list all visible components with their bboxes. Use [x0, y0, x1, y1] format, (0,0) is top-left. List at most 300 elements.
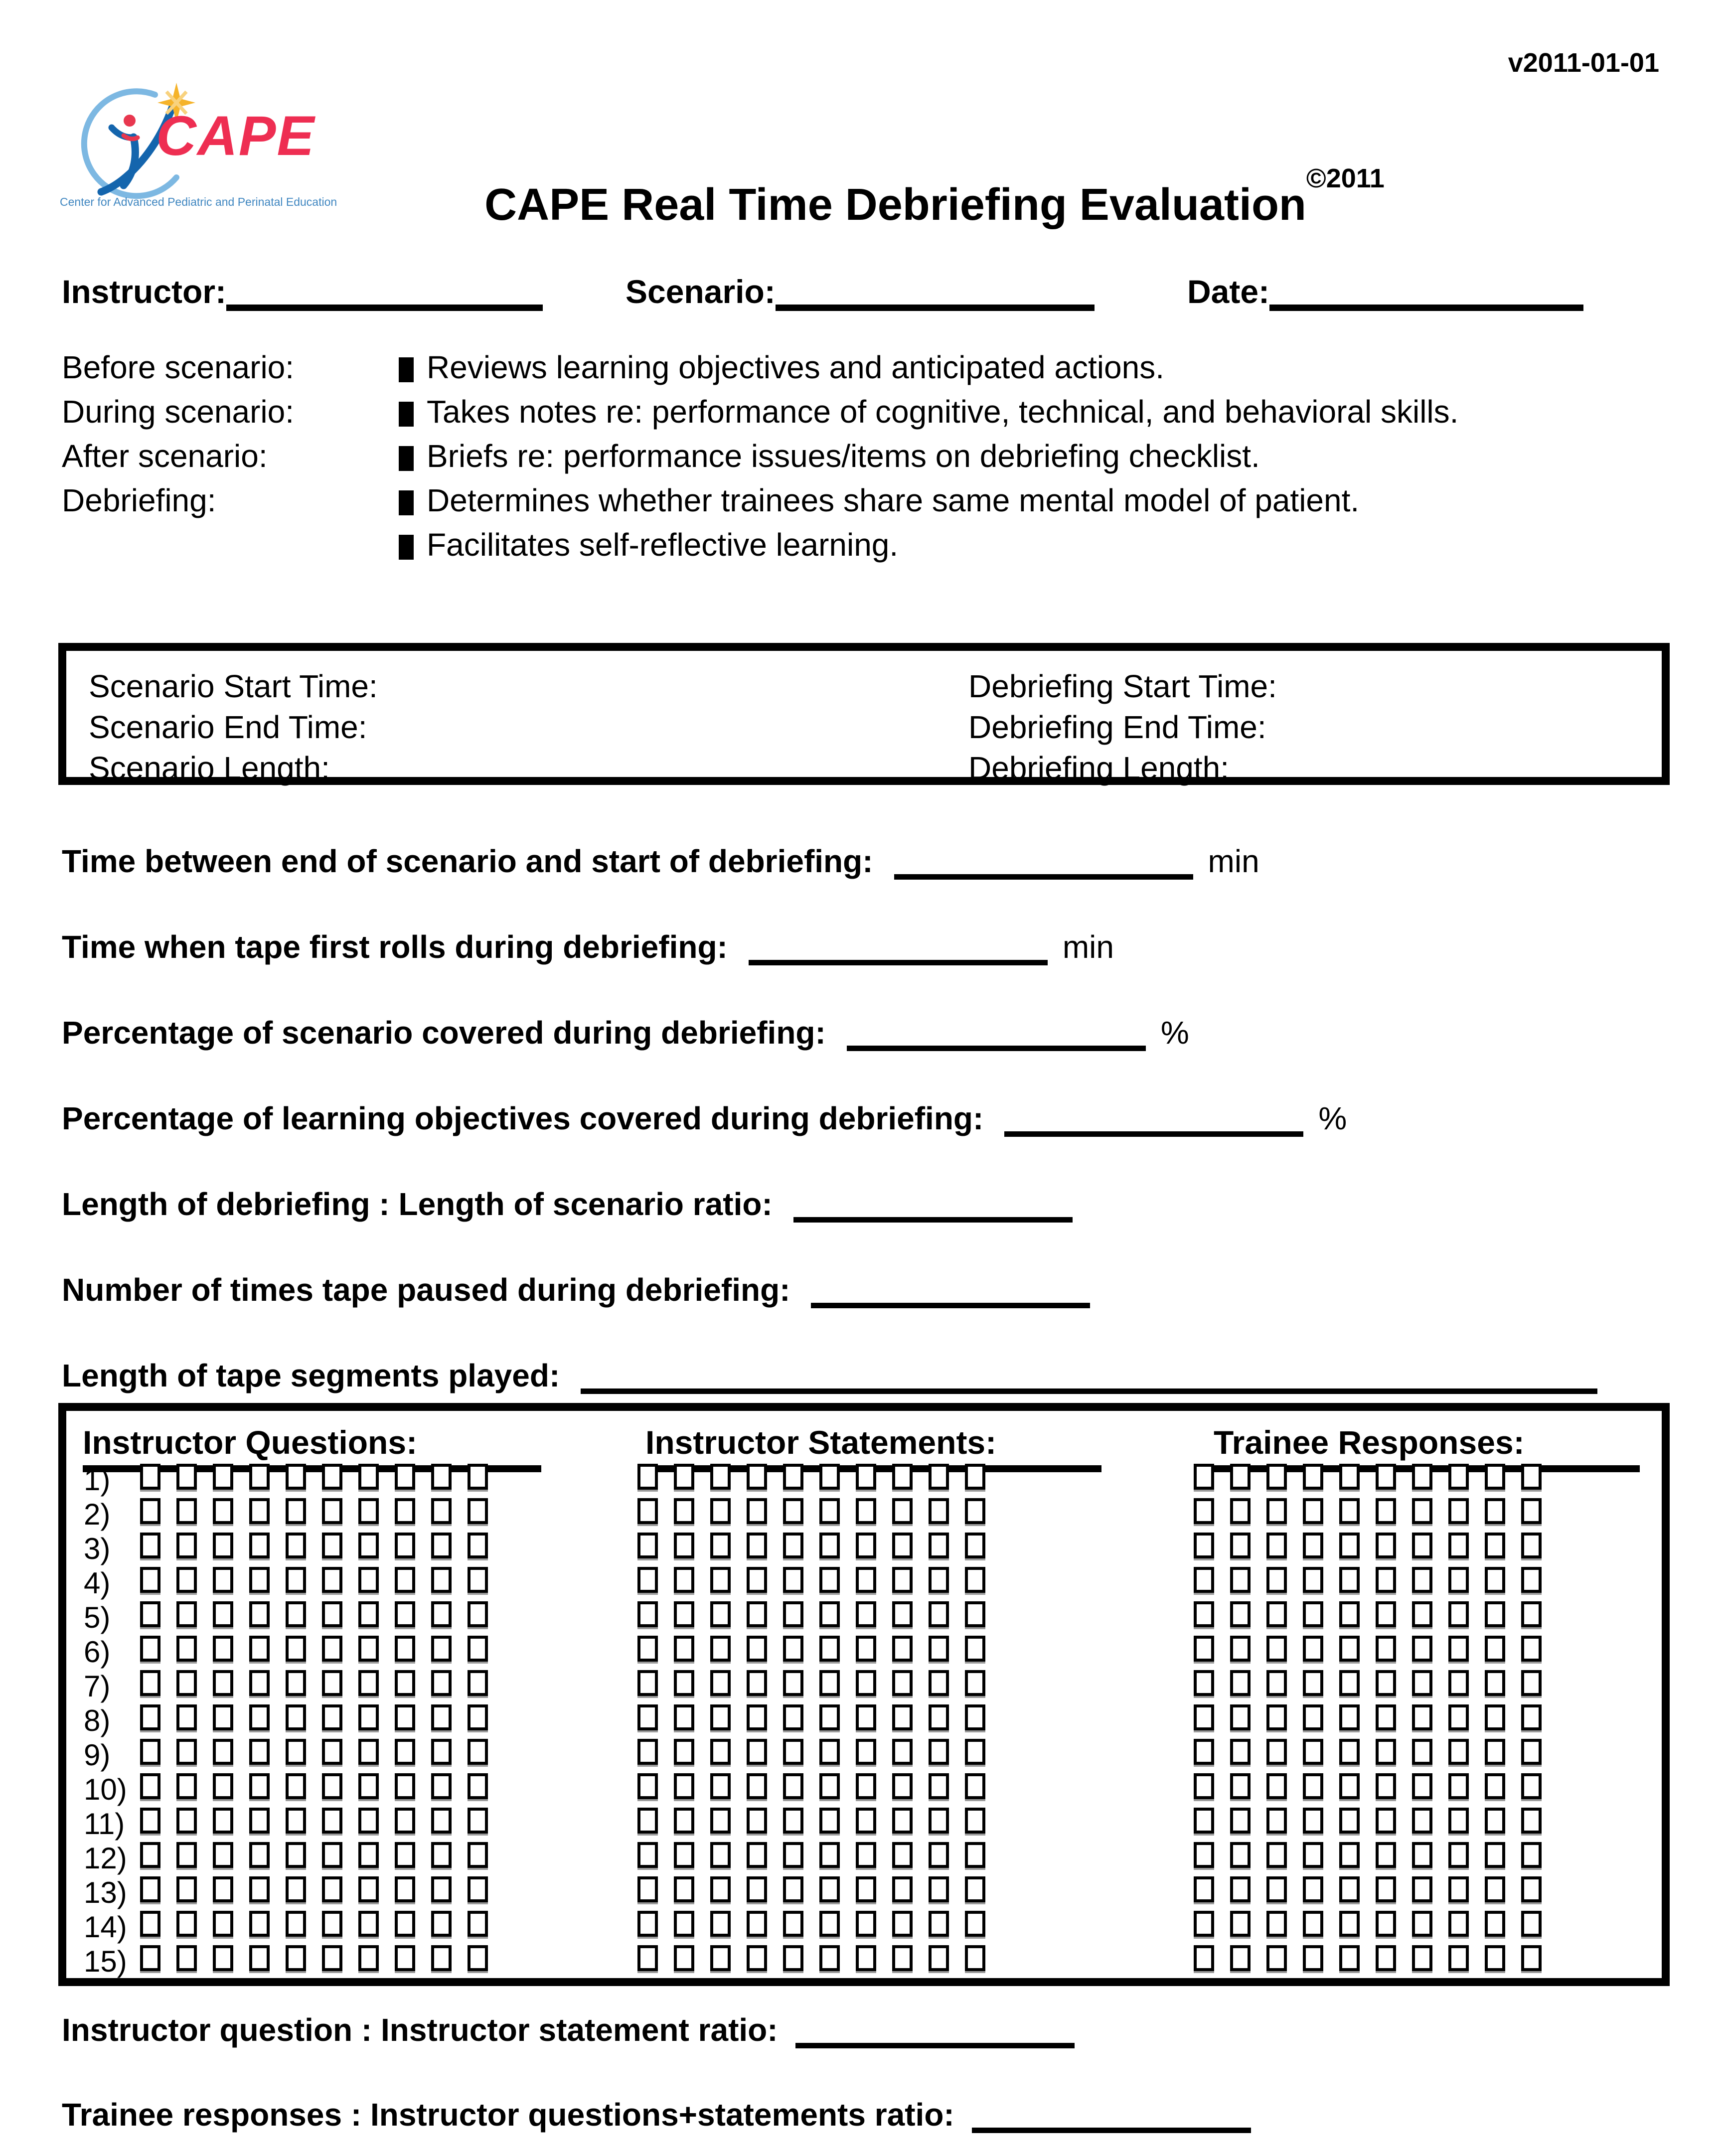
tally-checkbox[interactable] [637, 1636, 658, 1662]
tally-checkbox[interactable] [819, 1636, 840, 1662]
tally-checkbox[interactable] [1521, 1911, 1542, 1937]
tally-checkbox[interactable] [710, 1911, 731, 1937]
tally-checkbox[interactable] [431, 1670, 452, 1696]
tally-checkbox[interactable] [856, 1911, 876, 1937]
tally-checkbox[interactable] [637, 1911, 658, 1937]
tally-checkbox[interactable] [1376, 1533, 1396, 1558]
tally-checkbox[interactable] [140, 1773, 160, 1799]
tally-checkbox[interactable] [1376, 1945, 1396, 1971]
tally-checkbox[interactable] [1230, 1876, 1251, 1902]
tally-checkbox[interactable] [892, 1636, 913, 1662]
tally-checkbox[interactable] [1521, 1945, 1542, 1971]
tally-checkbox[interactable] [322, 1498, 342, 1524]
tally-checkbox[interactable] [929, 1464, 949, 1490]
tally-checkbox[interactable] [468, 1567, 488, 1593]
tally-checkbox[interactable] [637, 1842, 658, 1868]
tally-checkbox[interactable] [468, 1773, 488, 1799]
tally-checkbox[interactable] [1485, 1808, 1505, 1834]
tally-checkbox[interactable] [1303, 1739, 1323, 1765]
tally-checkbox[interactable] [322, 1601, 342, 1627]
tally-checkbox[interactable] [637, 1601, 658, 1627]
tally-checkbox[interactable] [468, 1670, 488, 1696]
tally-checkbox[interactable] [1339, 1498, 1360, 1524]
tally-checkbox[interactable] [1339, 1601, 1360, 1627]
tally-checkbox[interactable] [929, 1533, 949, 1558]
tally-checkbox[interactable] [468, 1533, 488, 1558]
tally-checkbox[interactable] [249, 1842, 270, 1868]
tally-checkbox[interactable] [965, 1876, 985, 1902]
tally-checkbox[interactable] [1412, 1739, 1432, 1765]
tally-checkbox[interactable] [637, 1464, 658, 1490]
tally-checkbox[interactable] [856, 1601, 876, 1627]
tally-checkbox[interactable] [176, 1704, 197, 1730]
tally-checkbox[interactable] [637, 1945, 658, 1971]
tally-checkbox[interactable] [395, 1498, 415, 1524]
tally-checkbox[interactable] [358, 1704, 379, 1730]
tally-checkbox[interactable] [213, 1704, 233, 1730]
tally-checkbox[interactable] [140, 1911, 160, 1937]
tally-checkbox[interactable] [431, 1601, 452, 1627]
field-blank-line-instructor[interactable] [226, 272, 543, 311]
tally-checkbox[interactable] [1266, 1911, 1287, 1937]
tally-checkbox[interactable] [431, 1773, 452, 1799]
tally-checkbox[interactable] [710, 1876, 731, 1902]
tally-checkbox[interactable] [286, 1636, 306, 1662]
tally-checkbox[interactable] [965, 1842, 985, 1868]
tally-checkbox[interactable] [674, 1739, 694, 1765]
tally-checkbox[interactable] [1448, 1773, 1469, 1799]
tally-checkbox[interactable] [965, 1636, 985, 1662]
tally-checkbox[interactable] [929, 1636, 949, 1662]
tally-checkbox[interactable] [358, 1773, 379, 1799]
tally-checkbox[interactable] [358, 1842, 379, 1868]
tally-checkbox[interactable] [1194, 1533, 1214, 1558]
tally-checkbox[interactable] [637, 1567, 658, 1593]
tally-checkbox[interactable] [783, 1739, 803, 1765]
tally-checkbox[interactable] [929, 1842, 949, 1868]
tally-checkbox[interactable] [431, 1876, 452, 1902]
tally-checkbox[interactable] [1194, 1842, 1214, 1868]
tally-checkbox[interactable] [286, 1773, 306, 1799]
tally-checkbox[interactable] [1230, 1636, 1251, 1662]
tally-checkbox[interactable] [358, 1876, 379, 1902]
tally-checkbox[interactable] [140, 1842, 160, 1868]
tally-checkbox[interactable] [286, 1945, 306, 1971]
tally-checkbox[interactable] [1194, 1601, 1214, 1627]
tally-checkbox[interactable] [747, 1773, 767, 1799]
tally-checkbox[interactable] [674, 1945, 694, 1971]
tally-checkbox[interactable] [1194, 1911, 1214, 1937]
tally-checkbox[interactable] [674, 1704, 694, 1730]
tally-checkbox[interactable] [1266, 1567, 1287, 1593]
tally-checkbox[interactable] [710, 1533, 731, 1558]
tally-checkbox[interactable] [176, 1670, 197, 1696]
tally-checkbox[interactable] [213, 1911, 233, 1937]
tally-checkbox[interactable] [1521, 1773, 1542, 1799]
tally-checkbox[interactable] [431, 1704, 452, 1730]
tally-checkbox[interactable] [674, 1808, 694, 1834]
tally-checkbox[interactable] [395, 1533, 415, 1558]
tally-checkbox[interactable] [1266, 1808, 1287, 1834]
tally-checkbox[interactable] [1412, 1670, 1432, 1696]
tally-checkbox[interactable] [286, 1704, 306, 1730]
tally-checkbox[interactable] [965, 1808, 985, 1834]
tally-checkbox[interactable] [965, 1464, 985, 1490]
footer-blank-line[interactable] [795, 2011, 1075, 2048]
tally-checkbox[interactable] [213, 1739, 233, 1765]
tally-checkbox[interactable] [783, 1773, 803, 1799]
tally-checkbox[interactable] [1339, 1464, 1360, 1490]
tally-checkbox[interactable] [1376, 1601, 1396, 1627]
tally-checkbox[interactable] [747, 1739, 767, 1765]
tally-checkbox[interactable] [176, 1808, 197, 1834]
tally-checkbox[interactable] [1194, 1945, 1214, 1971]
tally-checkbox[interactable] [1376, 1498, 1396, 1524]
tally-checkbox[interactable] [213, 1945, 233, 1971]
tally-checkbox[interactable] [856, 1464, 876, 1490]
tally-checkbox[interactable] [1230, 1567, 1251, 1593]
tally-checkbox[interactable] [1194, 1739, 1214, 1765]
tally-checkbox[interactable] [856, 1842, 876, 1868]
tally-checkbox[interactable] [1376, 1464, 1396, 1490]
tally-checkbox[interactable] [1230, 1464, 1251, 1490]
tally-checkbox[interactable] [1412, 1945, 1432, 1971]
tally-checkbox[interactable] [856, 1704, 876, 1730]
tally-checkbox[interactable] [1521, 1636, 1542, 1662]
tally-checkbox[interactable] [1376, 1567, 1396, 1593]
tally-checkbox[interactable] [1194, 1704, 1214, 1730]
tally-checkbox[interactable] [1412, 1601, 1432, 1627]
tally-checkbox[interactable] [1376, 1842, 1396, 1868]
tally-checkbox[interactable] [710, 1601, 731, 1627]
tally-checkbox[interactable] [1194, 1773, 1214, 1799]
tally-checkbox[interactable] [322, 1670, 342, 1696]
tally-checkbox[interactable] [358, 1464, 379, 1490]
tally-checkbox[interactable] [213, 1498, 233, 1524]
tally-checkbox[interactable] [1303, 1842, 1323, 1868]
tally-checkbox[interactable] [783, 1498, 803, 1524]
tally-checkbox[interactable] [1448, 1945, 1469, 1971]
metric-blank-line[interactable] [1004, 1099, 1303, 1137]
tally-checkbox[interactable] [783, 1601, 803, 1627]
tally-checkbox[interactable] [1266, 1704, 1287, 1730]
tally-checkbox[interactable] [249, 1945, 270, 1971]
tally-checkbox[interactable] [249, 1498, 270, 1524]
tally-checkbox[interactable] [1376, 1704, 1396, 1730]
tally-checkbox[interactable] [856, 1670, 876, 1696]
tally-checkbox[interactable] [1412, 1498, 1432, 1524]
tally-checkbox[interactable] [710, 1842, 731, 1868]
tally-checkbox[interactable] [674, 1842, 694, 1868]
tally-checkbox[interactable] [892, 1739, 913, 1765]
tally-checkbox[interactable] [1485, 1773, 1505, 1799]
tally-checkbox[interactable] [140, 1945, 160, 1971]
tally-checkbox[interactable] [1521, 1842, 1542, 1868]
tally-checkbox[interactable] [322, 1533, 342, 1558]
tally-checkbox[interactable] [431, 1842, 452, 1868]
tally-checkbox[interactable] [1448, 1808, 1469, 1834]
tally-checkbox[interactable] [1266, 1498, 1287, 1524]
tally-checkbox[interactable] [1521, 1670, 1542, 1696]
tally-checkbox[interactable] [286, 1842, 306, 1868]
tally-checkbox[interactable] [431, 1498, 452, 1524]
tally-checkbox[interactable] [929, 1911, 949, 1937]
tally-checkbox[interactable] [1303, 1498, 1323, 1524]
tally-checkbox[interactable] [892, 1773, 913, 1799]
tally-checkbox[interactable] [1303, 1808, 1323, 1834]
tally-checkbox[interactable] [1266, 1533, 1287, 1558]
tally-checkbox[interactable] [358, 1670, 379, 1696]
tally-checkbox[interactable] [1303, 1773, 1323, 1799]
tally-checkbox[interactable] [468, 1911, 488, 1937]
tally-checkbox[interactable] [468, 1739, 488, 1765]
tally-checkbox[interactable] [892, 1945, 913, 1971]
tally-checkbox[interactable] [1412, 1567, 1432, 1593]
tally-checkbox[interactable] [1521, 1567, 1542, 1593]
tally-checkbox[interactable] [286, 1498, 306, 1524]
tally-checkbox[interactable] [1485, 1876, 1505, 1902]
tally-checkbox[interactable] [213, 1808, 233, 1834]
tally-checkbox[interactable] [710, 1498, 731, 1524]
tally-checkbox[interactable] [674, 1567, 694, 1593]
tally-checkbox[interactable] [249, 1808, 270, 1834]
tally-checkbox[interactable] [358, 1636, 379, 1662]
tally-checkbox[interactable] [637, 1670, 658, 1696]
tally-checkbox[interactable] [1339, 1842, 1360, 1868]
tally-checkbox[interactable] [213, 1533, 233, 1558]
tally-checkbox[interactable] [395, 1876, 415, 1902]
tally-checkbox[interactable] [819, 1533, 840, 1558]
tally-checkbox[interactable] [637, 1808, 658, 1834]
tally-checkbox[interactable] [710, 1670, 731, 1696]
tally-checkbox[interactable] [965, 1911, 985, 1937]
tally-checkbox[interactable] [1521, 1533, 1542, 1558]
tally-checkbox[interactable] [1448, 1670, 1469, 1696]
tally-checkbox[interactable] [674, 1498, 694, 1524]
tally-checkbox[interactable] [1339, 1773, 1360, 1799]
tally-checkbox[interactable] [249, 1876, 270, 1902]
tally-checkbox[interactable] [674, 1636, 694, 1662]
tally-checkbox[interactable] [929, 1808, 949, 1834]
tally-checkbox[interactable] [892, 1670, 913, 1696]
tally-checkbox[interactable] [783, 1636, 803, 1662]
tally-checkbox[interactable] [892, 1704, 913, 1730]
tally-checkbox[interactable] [395, 1842, 415, 1868]
tally-checkbox[interactable] [1485, 1911, 1505, 1937]
tally-checkbox[interactable] [358, 1808, 379, 1834]
tally-checkbox[interactable] [965, 1498, 985, 1524]
tally-checkbox[interactable] [710, 1704, 731, 1730]
tally-checkbox[interactable] [819, 1842, 840, 1868]
tally-checkbox[interactable] [468, 1636, 488, 1662]
tally-checkbox[interactable] [856, 1739, 876, 1765]
tally-checkbox[interactable] [1376, 1739, 1396, 1765]
tally-checkbox[interactable] [140, 1498, 160, 1524]
tally-checkbox[interactable] [322, 1808, 342, 1834]
tally-checkbox[interactable] [710, 1739, 731, 1765]
tally-checkbox[interactable] [286, 1876, 306, 1902]
tally-checkbox[interactable] [431, 1739, 452, 1765]
tally-checkbox[interactable] [929, 1739, 949, 1765]
tally-checkbox[interactable] [140, 1704, 160, 1730]
tally-checkbox[interactable] [1230, 1533, 1251, 1558]
tally-checkbox[interactable] [213, 1464, 233, 1490]
tally-checkbox[interactable] [1412, 1842, 1432, 1868]
tally-checkbox[interactable] [747, 1601, 767, 1627]
tally-checkbox[interactable] [747, 1911, 767, 1937]
tally-checkbox[interactable] [1266, 1876, 1287, 1902]
tally-checkbox[interactable] [395, 1567, 415, 1593]
tally-checkbox[interactable] [176, 1567, 197, 1593]
tally-checkbox[interactable] [856, 1567, 876, 1593]
tally-checkbox[interactable] [1412, 1876, 1432, 1902]
tally-checkbox[interactable] [929, 1945, 949, 1971]
tally-checkbox[interactable] [637, 1704, 658, 1730]
tally-checkbox[interactable] [674, 1533, 694, 1558]
tally-checkbox[interactable] [856, 1945, 876, 1971]
tally-checkbox[interactable] [819, 1567, 840, 1593]
tally-checkbox[interactable] [140, 1601, 160, 1627]
tally-checkbox[interactable] [637, 1498, 658, 1524]
tally-checkbox[interactable] [1303, 1464, 1323, 1490]
tally-checkbox[interactable] [1448, 1567, 1469, 1593]
tally-checkbox[interactable] [674, 1911, 694, 1937]
tally-checkbox[interactable] [468, 1601, 488, 1627]
tally-checkbox[interactable] [1266, 1739, 1287, 1765]
tally-checkbox[interactable] [929, 1567, 949, 1593]
tally-checkbox[interactable] [176, 1601, 197, 1627]
tally-checkbox[interactable] [747, 1533, 767, 1558]
tally-checkbox[interactable] [1521, 1704, 1542, 1730]
tally-checkbox[interactable] [1448, 1704, 1469, 1730]
tally-checkbox[interactable] [286, 1567, 306, 1593]
tally-checkbox[interactable] [1521, 1498, 1542, 1524]
tally-checkbox[interactable] [674, 1876, 694, 1902]
tally-checkbox[interactable] [965, 1670, 985, 1696]
tally-checkbox[interactable] [1521, 1876, 1542, 1902]
tally-checkbox[interactable] [249, 1739, 270, 1765]
tally-checkbox[interactable] [1339, 1808, 1360, 1834]
tally-checkbox[interactable] [322, 1567, 342, 1593]
tally-checkbox[interactable] [1303, 1704, 1323, 1730]
tally-checkbox[interactable] [965, 1945, 985, 1971]
metric-blank-line[interactable] [894, 842, 1193, 880]
tally-checkbox[interactable] [322, 1876, 342, 1902]
tally-checkbox[interactable] [176, 1498, 197, 1524]
tally-checkbox[interactable] [395, 1670, 415, 1696]
tally-checkbox[interactable] [1230, 1704, 1251, 1730]
metric-blank-line[interactable] [811, 1271, 1090, 1308]
tally-checkbox[interactable] [1376, 1636, 1396, 1662]
tally-checkbox[interactable] [1266, 1601, 1287, 1627]
tally-checkbox[interactable] [1521, 1601, 1542, 1627]
tally-checkbox[interactable] [213, 1773, 233, 1799]
tally-checkbox[interactable] [1448, 1739, 1469, 1765]
tally-checkbox[interactable] [892, 1533, 913, 1558]
tally-checkbox[interactable] [1448, 1842, 1469, 1868]
tally-checkbox[interactable] [395, 1464, 415, 1490]
tally-checkbox[interactable] [395, 1773, 415, 1799]
tally-checkbox[interactable] [176, 1464, 197, 1490]
tally-checkbox[interactable] [929, 1704, 949, 1730]
tally-checkbox[interactable] [929, 1670, 949, 1696]
tally-checkbox[interactable] [140, 1670, 160, 1696]
tally-checkbox[interactable] [140, 1533, 160, 1558]
tally-checkbox[interactable] [468, 1704, 488, 1730]
tally-checkbox[interactable] [783, 1704, 803, 1730]
tally-checkbox[interactable] [819, 1601, 840, 1627]
tally-checkbox[interactable] [1266, 1464, 1287, 1490]
tally-checkbox[interactable] [322, 1773, 342, 1799]
tally-checkbox[interactable] [431, 1911, 452, 1937]
tally-checkbox[interactable] [395, 1911, 415, 1937]
tally-checkbox[interactable] [358, 1498, 379, 1524]
tally-checkbox[interactable] [819, 1945, 840, 1971]
tally-checkbox[interactable] [1412, 1911, 1432, 1937]
tally-checkbox[interactable] [747, 1636, 767, 1662]
tally-checkbox[interactable] [1194, 1876, 1214, 1902]
tally-checkbox[interactable] [1303, 1533, 1323, 1558]
tally-checkbox[interactable] [322, 1464, 342, 1490]
footer-blank-line[interactable] [972, 2096, 1251, 2133]
tally-checkbox[interactable] [965, 1533, 985, 1558]
tally-checkbox[interactable] [213, 1636, 233, 1662]
tally-checkbox[interactable] [140, 1636, 160, 1662]
tally-checkbox[interactable] [249, 1601, 270, 1627]
tally-checkbox[interactable] [1339, 1704, 1360, 1730]
tally-checkbox[interactable] [176, 1739, 197, 1765]
tally-checkbox[interactable] [468, 1842, 488, 1868]
tally-checkbox[interactable] [213, 1670, 233, 1696]
tally-checkbox[interactable] [856, 1773, 876, 1799]
tally-checkbox[interactable] [1521, 1739, 1542, 1765]
tally-checkbox[interactable] [468, 1498, 488, 1524]
tally-checkbox[interactable] [1412, 1808, 1432, 1834]
tally-checkbox[interactable] [1266, 1773, 1287, 1799]
tally-checkbox[interactable] [637, 1533, 658, 1558]
tally-checkbox[interactable] [286, 1670, 306, 1696]
tally-checkbox[interactable] [1266, 1945, 1287, 1971]
tally-checkbox[interactable] [358, 1567, 379, 1593]
tally-checkbox[interactable] [929, 1601, 949, 1627]
tally-checkbox[interactable] [747, 1876, 767, 1902]
tally-checkbox[interactable] [674, 1464, 694, 1490]
tally-checkbox[interactable] [1485, 1498, 1505, 1524]
tally-checkbox[interactable] [674, 1601, 694, 1627]
tally-checkbox[interactable] [1485, 1567, 1505, 1593]
tally-checkbox[interactable] [1376, 1876, 1396, 1902]
tally-checkbox[interactable] [892, 1464, 913, 1490]
tally-checkbox[interactable] [1448, 1533, 1469, 1558]
tally-checkbox[interactable] [286, 1533, 306, 1558]
tally-checkbox[interactable] [637, 1739, 658, 1765]
tally-checkbox[interactable] [286, 1739, 306, 1765]
tally-checkbox[interactable] [1339, 1670, 1360, 1696]
tally-checkbox[interactable] [1448, 1498, 1469, 1524]
tally-checkbox[interactable] [431, 1808, 452, 1834]
tally-checkbox[interactable] [819, 1876, 840, 1902]
tally-checkbox[interactable] [965, 1739, 985, 1765]
tally-checkbox[interactable] [1303, 1636, 1323, 1662]
tally-checkbox[interactable] [1230, 1808, 1251, 1834]
tally-checkbox[interactable] [358, 1533, 379, 1558]
tally-checkbox[interactable] [747, 1567, 767, 1593]
tally-checkbox[interactable] [213, 1567, 233, 1593]
tally-checkbox[interactable] [783, 1842, 803, 1868]
tally-checkbox[interactable] [819, 1773, 840, 1799]
tally-checkbox[interactable] [176, 1842, 197, 1868]
tally-checkbox[interactable] [819, 1498, 840, 1524]
